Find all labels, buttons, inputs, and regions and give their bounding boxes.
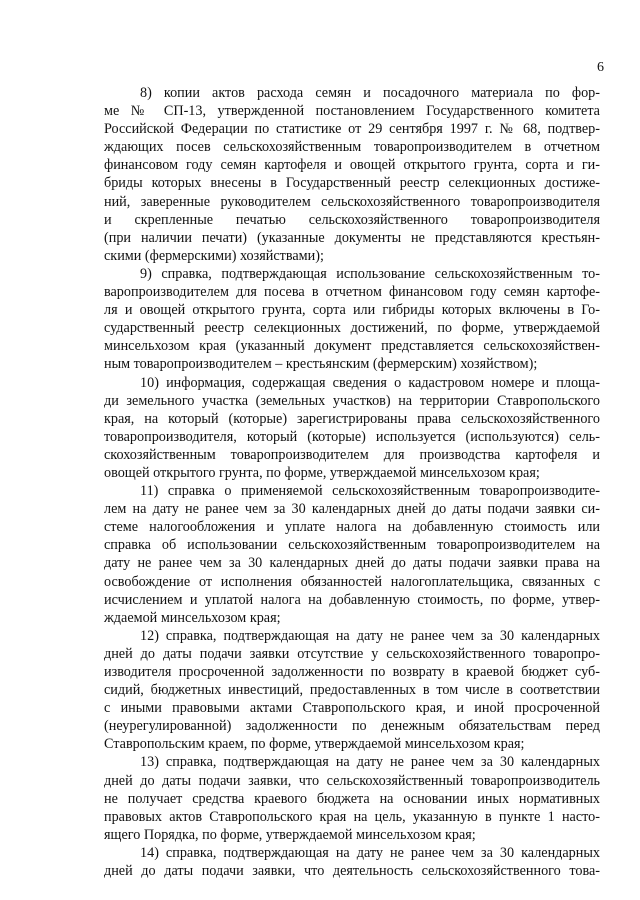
text-line: и скрепленные печатью сельскохозяйственного товаропроизводителя [104,211,600,228]
text-line: ний, заверенные руководителем сельскохозяйственного товаропроизводителя [104,193,600,210]
list-item-13 [104,753,600,843]
text-line: минсельхозом края (указанный документ представляется сельскохозяйствен- [104,338,600,355]
text-line: ждающих посев сельскохозяйственным товаропроизводителем в отчетном [104,139,600,156]
text-line: лем на дату не ранее чем за 30 календарных дней до даты подачи заявки си- [104,501,600,518]
text-line: края, на который (которые) зарегистрированы права сельскохозяйственного [104,410,600,427]
text-line: не получает средства краевого бюджета на основании иных нормативных [104,790,600,807]
text-line: справка об использовании сельскохозяйственным товаропроизводителем на [104,537,600,554]
text-line: стеме налогообложения и уплате налога на добавленную стоимость или [104,519,600,536]
text-line: освобождение от исполнения обязанностей налогоплательщика, связанных с [104,573,600,590]
list-item-9 [104,265,600,374]
text-line: 11) справка о применяемой сельскохозяйственным товаропроизводите- [140,483,600,500]
text-line: ме № СП-13, утвержденной постановлением Государственного комитета [104,103,600,120]
text-line: дату не ранее чем за 30 календарных дней до даты подачи заявки права на [104,555,600,572]
text-line: сударственный реестр селекционных достижений, по форме, утверждаемой [104,320,600,337]
list-item-11 [104,482,600,627]
list-item-10 [104,374,600,483]
text-line: 13) справка, подтверждающая на дату не ранее чем за 30 календарных [140,754,600,771]
text-line: сидий, бюджетных инвестиций, предоставленных в том числе в соответствии [104,682,600,699]
document-body [104,84,600,880]
text-line: ным товаропроизводителем – крестьянским (фермерским) хозяйством); [104,356,538,373]
page-number: 6 [597,60,604,75]
list-item-8 [104,84,600,265]
text-line: 12) справка, подтверждающая на дату не ранее чем за 30 календарных [140,627,600,644]
text-line: ля и овощей открытого грунта, сорта или гибриды которых включены в Го- [104,302,600,319]
list-item-14 [104,844,600,880]
text-line: финансовом году семян картофеля и овощей открытого грунта, сорта и ги- [104,157,600,174]
list-item-12 [104,627,600,754]
text-line: правовых актов Ставропольского края на цель, указанную в пункте 1 насто- [104,808,600,825]
text-line: (при наличии печати) (указанные документы не представляются крестьян- [104,229,600,246]
text-line: скими (фермерскими) хозяйствами); [104,247,324,264]
text-line: 10) информация, содержащая сведения о кадастровом номере и площа- [140,374,600,391]
text-line: 9) справка, подтверждающая использование сельскохозяйственным то- [140,265,600,282]
text-line: ждаемой минсельхозом края; [104,609,281,626]
text-line: 8) копии актов расхода семян и посадочного материала по фор- [140,85,600,101]
text-line: исчислением и уплатой налога на добавленную стоимость, по форме, утвер- [104,591,600,608]
text-line: дней до даты подачи заявки отсутствие у сельскохозяйственного товаропро- [104,645,600,662]
text-line: (неурегулированной) задолженности по денежным обязательствам перед [104,718,600,735]
text-line: скохозяйственным товаропроизводителем для производства картофеля и [104,446,600,463]
text-line: изводителя просроченной задолженности по возврату в краевой бюджет суб- [104,664,600,680]
text-line: ди земельного участка (земельных участков) на территории Ставропольского [104,392,600,409]
text-line: 14) справка, подтверждающая на дату не ранее чем за 30 календарных [140,844,600,861]
text-line: дней до даты подачи заявки, что сельскохозяйственный товаропроизводитель [104,772,600,789]
text-line: с иными правовыми актами Ставропольского края, и иной просроченной [104,700,600,717]
text-line: дней до даты подачи заявки, что деятельность сельскохозяйственного това- [104,863,600,880]
text-line: Российской Федерации по статистике от 29 сентября 1997 г. № 68, подтвер- [104,121,600,138]
text-line: ящего Порядка, по форме, утверждаемой минсельхозом края; [104,826,476,843]
text-line: овощей открытого грунта, по форме, утверждаемой минсельхозом края; [104,464,540,481]
text-line: товаропроизводителя, который (которые) используется (используются) сель- [104,428,600,445]
text-line: Ставропольским краем, по форме, утверждаемой минсельхозом края; [104,736,525,753]
text-line: бриды которых внесены в Государственный реестр селекционных достиже- [104,175,600,192]
text-line: варопроизводителем для посева в отчетном финансовом году семян картофе- [104,284,600,301]
